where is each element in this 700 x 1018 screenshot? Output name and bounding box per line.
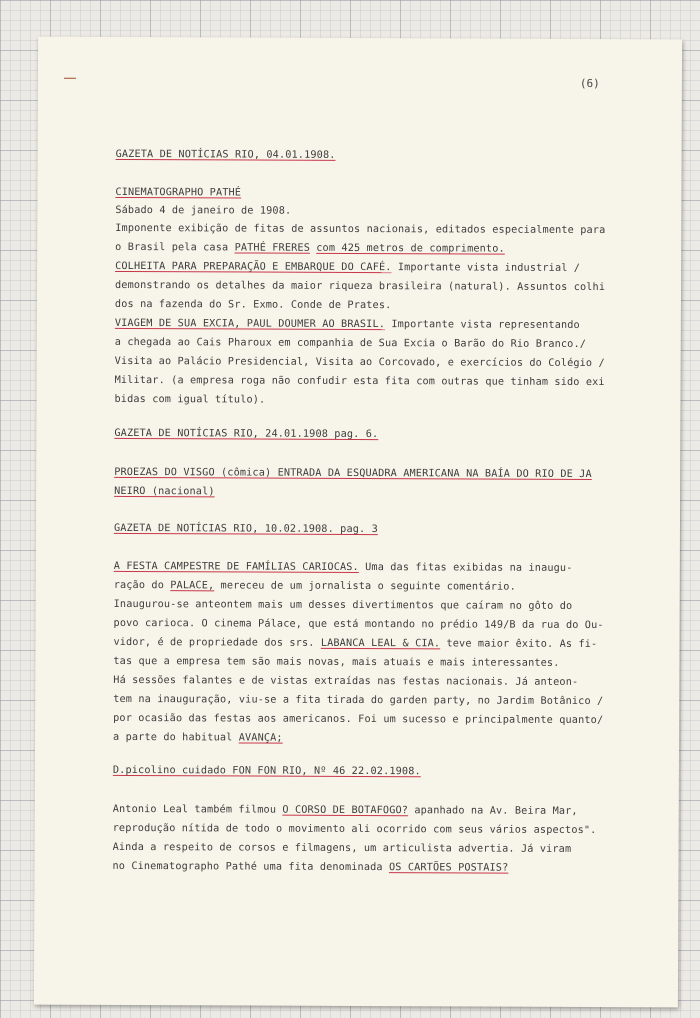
text-segment: Importante vista representando [385,319,580,331]
underlined-text: GAZETA DE NOTÍCIAS RIO, 10.02.1908. pag. 3 [113,522,378,536]
text-segment: Inaugurou-se anteontem mais um desses divertimentos que caíram no gôto do [113,598,573,612]
underlined-text: COLHEITA PARA PREPARAÇÃO E EMBARQUE DO CAFÉ. [115,260,392,274]
margin-mark [64,78,76,79]
text-line [112,861,508,874]
text-line [114,523,378,535]
text-line [114,618,604,631]
text-segment: tem na inauguração, viu-se a fita tirada do garden party, no Jardim Botânico / [113,693,604,708]
text-line [115,280,605,293]
text-segment: a chegada ao Cais Pharoux em companhia de Sua Excia o Barão do Rio Branco./ [114,336,587,350]
underlined-text: PROEZAS DO VISGO (cômica) ENTRADA DA ESQUADRA AMERICANA NA BAÍA DO RIO DE JA [114,466,592,481]
text-line [115,187,241,199]
underlined-text: GAZETA DE NOTÍCIAS RIO, 24.01.1908 pag. 6. [114,427,379,441]
text-line [114,580,516,593]
text-segment: Importante vista industrial / [391,262,581,274]
text-line [115,394,266,406]
text-segment: ração do [113,579,171,592]
text-line [115,337,586,350]
text-segment: Uma das fitas exibidas na inaugu- [358,562,573,574]
text-segment: vidor, é de propriedade dos srs. [113,636,321,649]
text-line [115,299,392,311]
text-segment: no Cinematographo Pathé uma fita denominada [112,860,390,874]
underlined-text: A FESTA CAMPESTRE DE FAMÍLIAS CARIOCAS. [113,560,359,574]
text-line [114,467,592,480]
underlined-text: PATHÉ FRERES [234,242,311,254]
underlined-text: CINEMATOGRAPHO PATHÉ [115,186,242,199]
text-line [114,561,573,574]
text-line [113,637,597,650]
text-segment: dos na fazenda do Sr. Exmo. Conde de Prates. [114,298,392,312]
text-line [113,804,578,817]
text-segment: o Brasil pela casa [115,241,235,254]
text-line [114,599,573,612]
text-segment: teve maior êxito. As fi- [440,638,598,651]
text-line [115,223,605,236]
underlined-text: NEIRO (nacional) [114,485,215,498]
text-segment: tas que a empresa tem são mais novas, mais atuais e mais interessantes. [113,655,560,669]
text-segment: Militar. (a empresa roga não confudir esta fita com outras que tinham sido exi [114,374,605,389]
text-line [113,765,421,777]
underlined-text: D.picolino cuidado FON FON RIO, Nº 46 22.02.1908. [112,764,421,778]
underlined-text: PALACE, [170,580,215,592]
text-segment: demonstrando os detalhes da maior riqueza brasileira (natural). Assuntos colhi [115,279,606,294]
underlined-text: GAZETA DE NOTÍCIAS RIO, 04.01.1908. [115,148,336,161]
underlined-text: O CORSO DE BOTAFOGO? [282,804,409,817]
document-body [38,37,682,874]
text-segment: Visita ao Palácio Presidencial, Visita ao Corcovado, e exercícios do Colégio / [114,355,605,370]
text-line [115,205,291,217]
text-segment: por ocasião das festas aos americanos. Foi um sucesso e principalmente quanto/ [113,712,604,727]
text-segment: bidas com igual título). [114,393,266,406]
text-segment: apanhado na Av. Beira Mar, [408,805,578,817]
text-segment: reprodução nítida de todo o movimento ali ocorrido com seus vários aspectos". [112,822,597,837]
text-line [113,732,283,744]
text-segment: mereceu de um jornalista o seguinte comentário. [214,580,516,593]
text-segment: Sábado 4 de janeiro de 1908. [115,204,292,217]
underlined-text: OS CARTÕES POSTAIS? [388,862,509,874]
underlined-text: VIAGEM DE SUA EXCIA, PAUL DOUMER AO BRASIL. [114,317,386,331]
text-line [114,428,378,440]
text-line [115,375,605,388]
text-segment: Antonio Leal também filmou [112,803,283,816]
text-line [113,713,603,726]
underlined-text: com 425 metros de comprimento. [316,242,505,255]
underlined-text: LABANCA LEAL & CIA. [320,637,441,650]
page-number: (6) [579,76,600,91]
text-line [116,149,336,161]
text-line [115,318,580,331]
text-line [113,694,603,707]
text-line [113,823,597,836]
text-line [113,675,578,688]
text-line [113,656,559,669]
text-line [115,356,605,369]
text-line [115,242,505,255]
text-segment: povo carioca. O cinema Pálace, que está montando no prédio 149/B da rua do Ou- [113,617,604,632]
text-line [113,842,572,855]
text-segment: Há sessões falantes e de vistas extraídas nas festas nacionais. Já anteon- [113,674,579,688]
text-segment: a parte do habitual [113,731,239,744]
text-segment: Imponente exibição de fitas de assuntos nacionais, editados especialmente para [115,222,606,237]
underlined-text: AVANÇA; [238,732,283,744]
typewritten-sheet [34,37,682,1008]
text-segment: Ainda a respeito de corsos e filmagens, um articulista advertia. Já viram [112,841,572,855]
text-line [114,486,215,497]
text-line [115,261,580,274]
